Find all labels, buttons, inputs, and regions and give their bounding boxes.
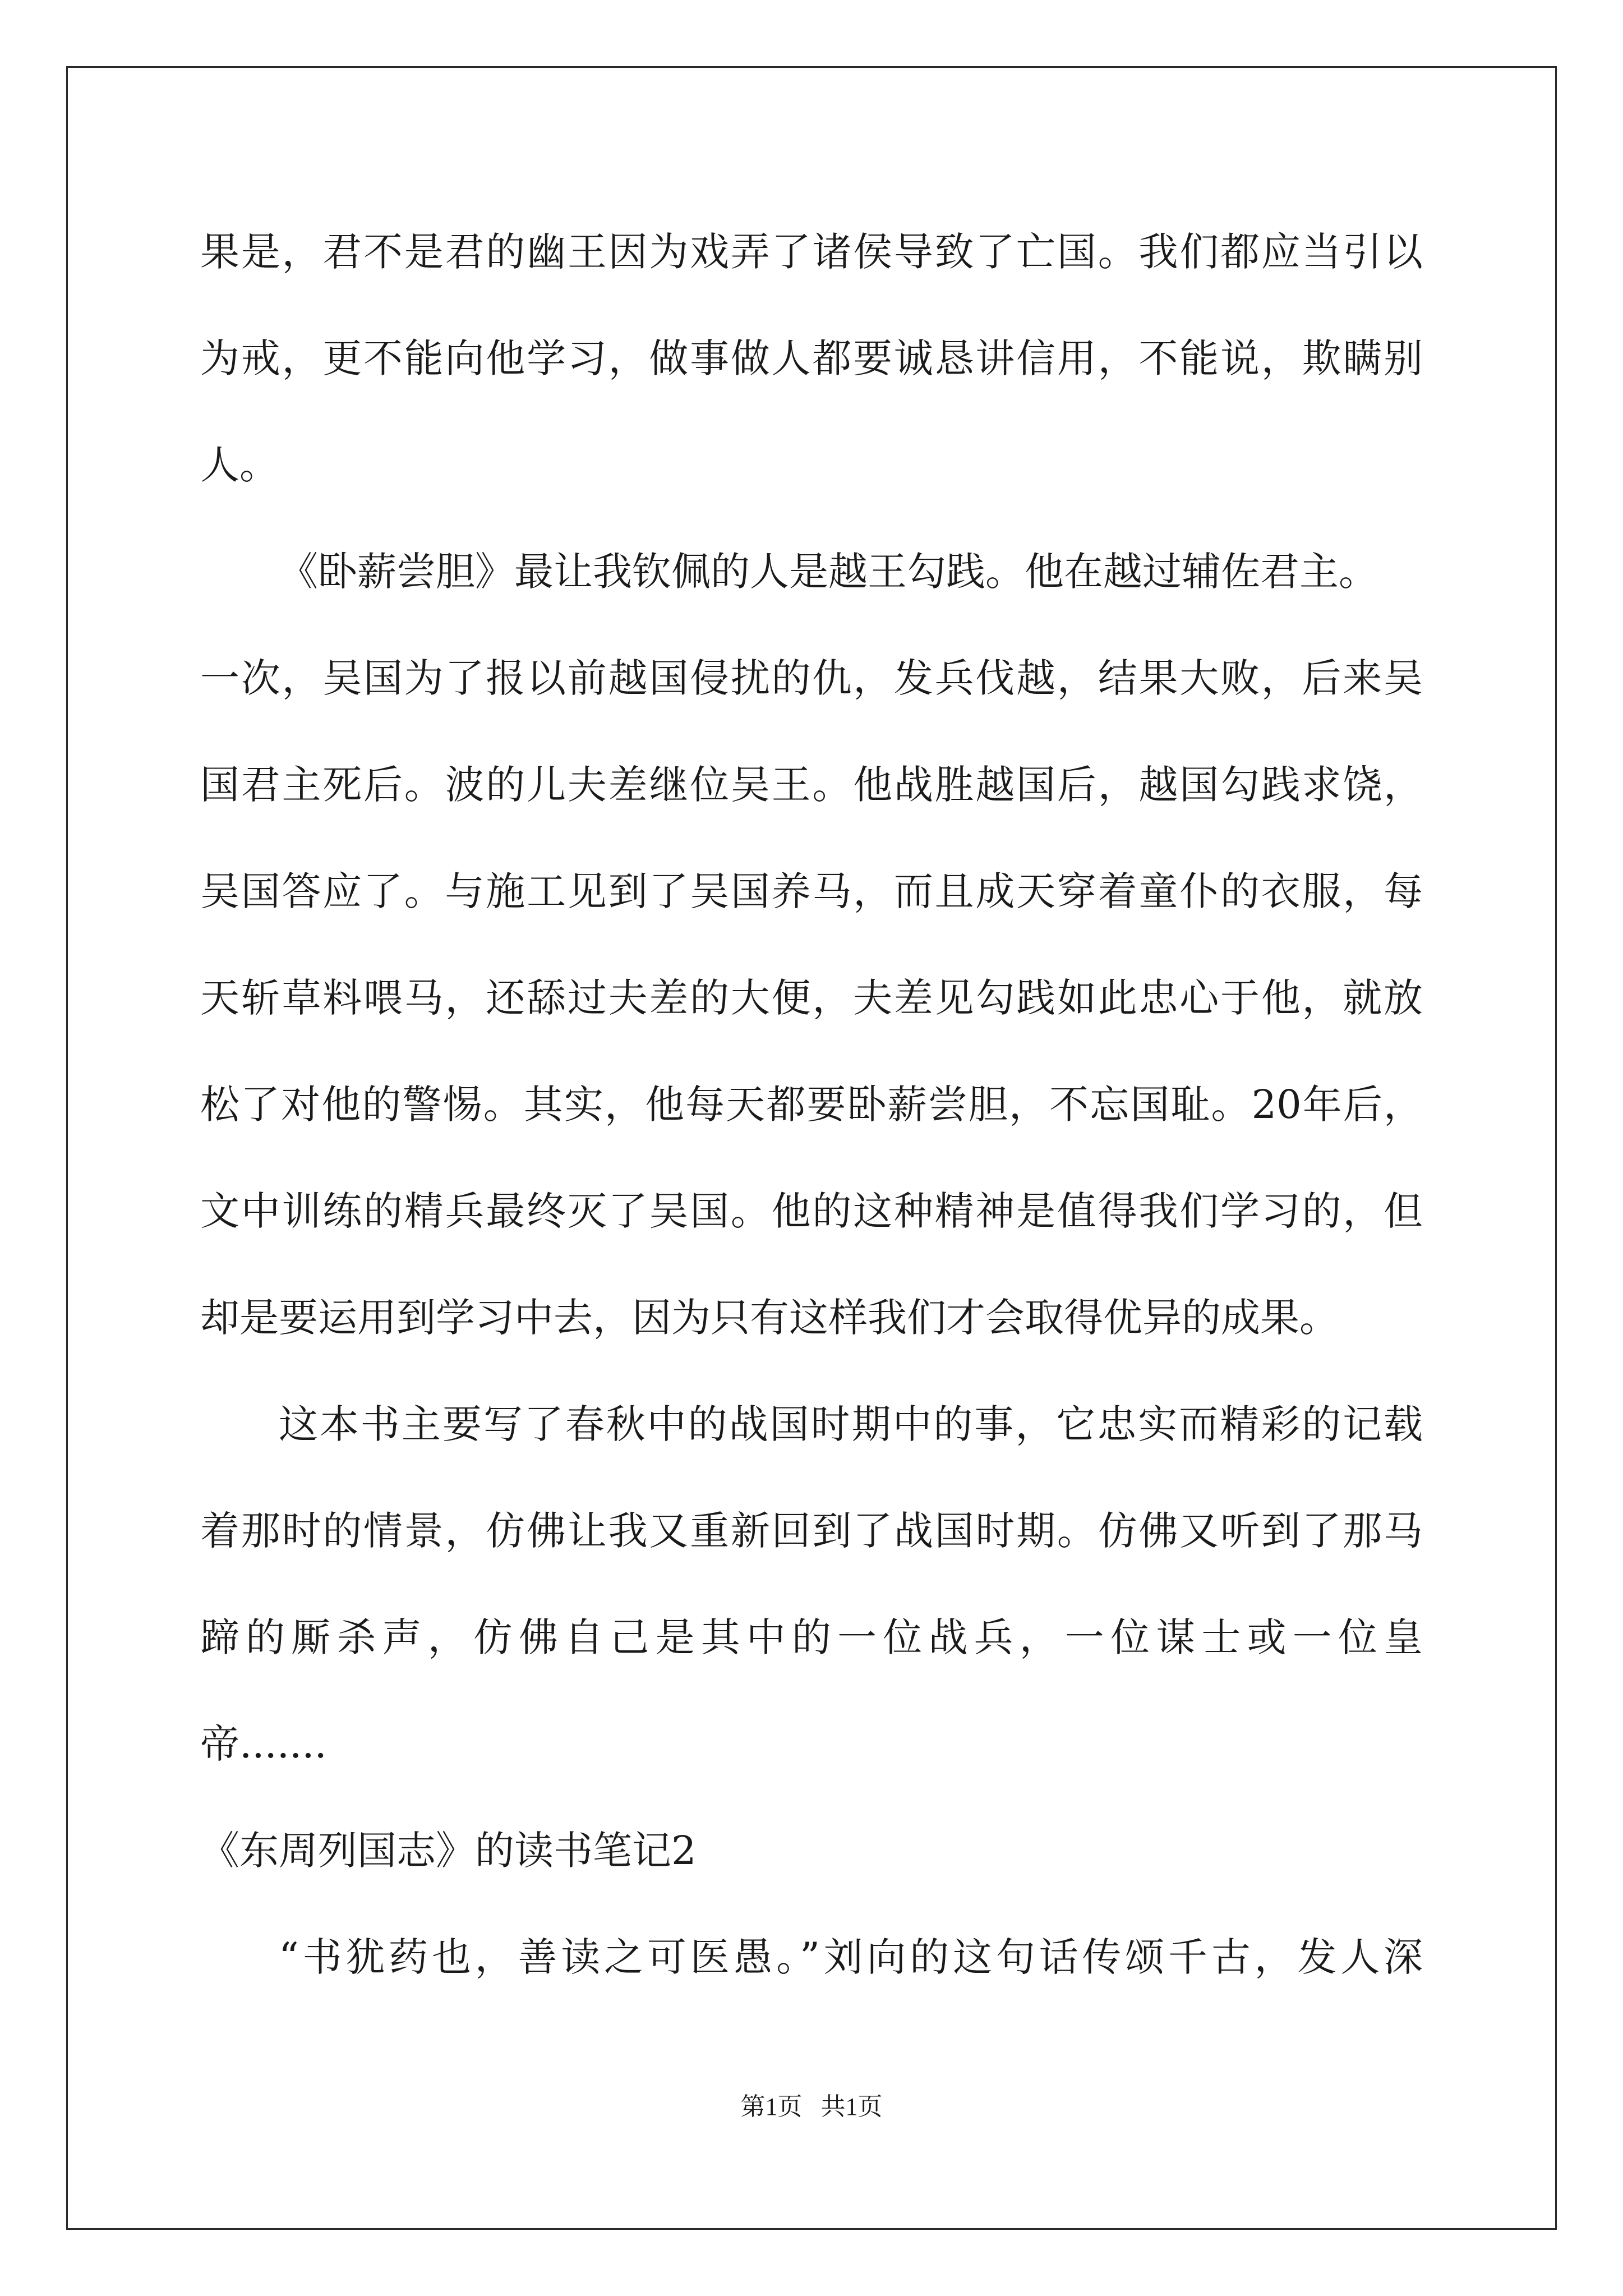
paragraph-first-line: 这本书主要写了春秋中的战国时期中的事，它忠实而精彩的记载 [279,1401,1423,1447]
text-line: 吴国答应了。与施工见到了吴国养马，而且成天穿着童仆的衣服，每 [200,868,1423,914]
page-border [66,66,1557,2230]
text-line: 为戒，更不能向他学习，做事做人都要诚恳讲信用，不能说，欺瞒别 [200,335,1423,381]
paragraph-first-line: “书犹药也，善读之可医愚。”刘向的这句话传颂千古，发人深 [279,1934,1423,1980]
page-footer: 第1页 共1页 [740,2093,883,2120]
text-line: 松了对他的警惕。其实，他每天都要卧薪尝胆，不忘国耻。20年后， [200,1082,1423,1128]
text-line: 国君主死后。波的儿夫差继位吴王。他战胜越国后，越国勾践求饶， [200,762,1423,808]
text-line: 果是，君不是君的幽王因为戏弄了诸侯导致了亡国。我们都应当引以 [200,229,1423,275]
text-line: 却是要运用到学习中去，因为只有这样我们才会取得优异的成果。 [200,1295,1339,1341]
text-line: 一次，吴国为了报以前越国侵扰的仇，发兵伐越，结果大败，后来吴 [200,655,1423,701]
text-line: 天斩草料喂马，还舔过夫差的大便，夫差见勾践如此忠心于他，就放 [200,975,1423,1021]
section-heading: 《东周列国志》的读书笔记2 [200,1828,697,1874]
text-line: 文中训练的精兵最终灭了吴国。他的这种精神是值得我们学习的，但 [200,1188,1423,1234]
text-line: 着那时的情景，仿佛让我又重新回到了战国时期。仿佛又听到了那马 [200,1508,1423,1554]
text-line: 人。 [200,442,279,488]
paragraph-first-line: 《卧薪尝胆》最让我钦佩的人是越王勾践。他在越过辅佐君主。 [279,549,1378,595]
text-line: 蹄的厮杀声，仿佛自己是其中的一位战兵，一位谋士或一位皇 [200,1614,1423,1660]
text-line: 帝....... [200,1721,327,1767]
